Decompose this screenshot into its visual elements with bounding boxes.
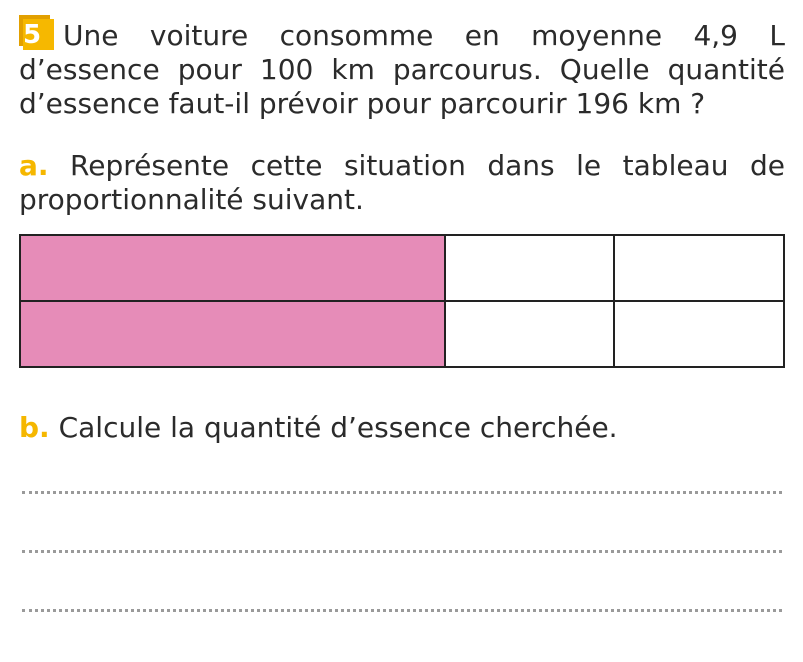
table-header-cell-1[interactable] [20, 235, 445, 301]
answer-line-1[interactable] [22, 491, 782, 494]
answer-line-2[interactable] [22, 550, 782, 553]
table-cell-2-2[interactable] [614, 301, 784, 367]
question-b-letter: b. [19, 411, 50, 444]
table-cell-1-2[interactable] [614, 235, 784, 301]
question-a [19, 149, 785, 217]
statement-text: Une voiture consomme en moyenne 4,9 L d’essence pour 100 km parcourus. Quelle quantité d’essence faut-il prévoir pour parcourir 196 km ? [19, 19, 785, 120]
table-cell-2-1[interactable] [445, 301, 614, 367]
question-a-text: Représente cette situation dans le tableau de proportionnalité suivant. [19, 149, 785, 216]
table-header-cell-2[interactable] [20, 301, 445, 367]
question-a-letter: a. [19, 149, 49, 182]
answer-line-3[interactable] [22, 609, 782, 612]
exercise-number-badge [19, 15, 55, 51]
proportionality-table [19, 234, 785, 368]
exercise-5 [19, 15, 785, 444]
table-cell-1-1[interactable] [445, 235, 614, 301]
exercise-number: 5 [23, 19, 54, 50]
table-row [20, 301, 784, 367]
table-row [20, 235, 784, 301]
exercise-statement [19, 15, 785, 121]
question-b-text: Calcule la quantité d’essence cherchée. [58, 411, 618, 444]
question-b [19, 411, 785, 445]
